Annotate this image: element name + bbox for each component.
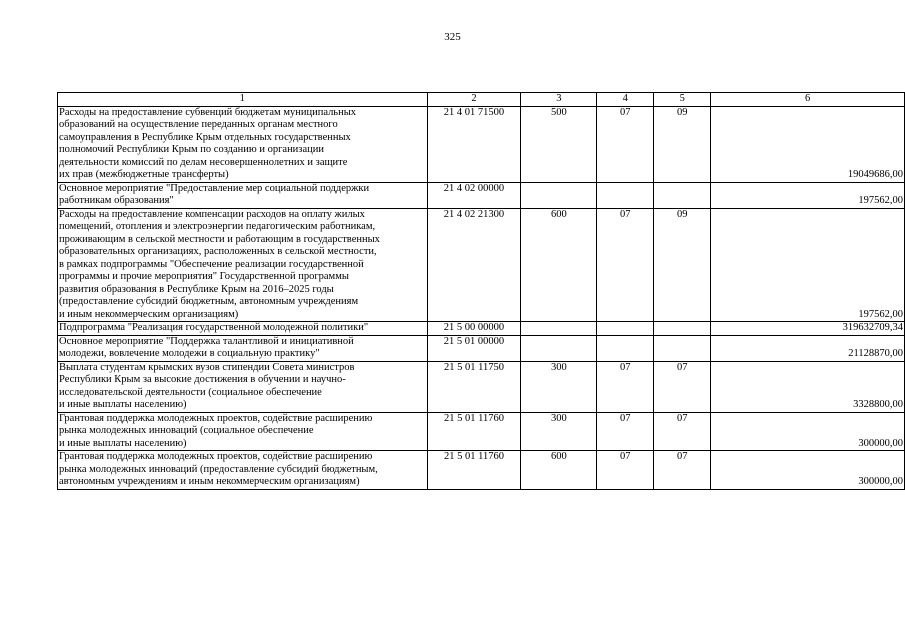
table-row xyxy=(58,451,905,490)
row-col4 xyxy=(597,335,654,361)
row-description: Грантовая поддержка молодежных проектов, содействие расширению рынка молодежных инноваций (предоставление субсидий бюджетным, автономным учреждениям и иным некоммерческим организациям) xyxy=(58,451,428,490)
table-row xyxy=(58,208,905,322)
row-amount: 197562,00 xyxy=(711,182,905,208)
table-row xyxy=(58,106,905,182)
budget-table-body xyxy=(58,93,905,490)
row-col5: 07 xyxy=(654,412,711,451)
row-col3: 300 xyxy=(521,412,597,451)
row-description: Основное мероприятие "Предоставление мер социальной поддержки работникам образования" xyxy=(58,182,428,208)
row-amount: 3328800,00 xyxy=(711,361,905,412)
row-description: Выплата студентам крымских вузов стипендии Совета министров Республики Крым за высокие достижения в обучении и научно- исследовательской деятельности (социальное обеспечение и иные выплаты населению) xyxy=(58,361,428,412)
row-col4: 07 xyxy=(597,208,654,322)
row-description: Грантовая поддержка молодежных проектов, содействие расширению рынка молодежных инноваций (социальное обеспечение и иные выплаты населению) xyxy=(58,412,428,451)
header-cell-4: 4 xyxy=(597,93,654,107)
row-amount: 19049686,00 xyxy=(711,106,905,182)
table-row xyxy=(58,412,905,451)
row-code: 21 5 01 00000 xyxy=(427,335,521,361)
budget-table xyxy=(57,92,905,490)
row-col3: 500 xyxy=(521,106,597,182)
row-col5: 09 xyxy=(654,106,711,182)
row-col4: 07 xyxy=(597,106,654,182)
row-col5: 07 xyxy=(654,451,711,490)
row-col5: 09 xyxy=(654,208,711,322)
row-amount: 300000,00 xyxy=(711,412,905,451)
row-amount: 21128870,00 xyxy=(711,335,905,361)
row-col3 xyxy=(521,182,597,208)
row-code: 21 4 02 00000 xyxy=(427,182,521,208)
table-row xyxy=(58,361,905,412)
row-col5 xyxy=(654,182,711,208)
row-col3 xyxy=(521,322,597,336)
row-col4: 07 xyxy=(597,412,654,451)
row-col4 xyxy=(597,322,654,336)
table-row xyxy=(58,322,905,336)
row-code: 21 5 01 11760 xyxy=(427,412,521,451)
row-amount: 197562,00 xyxy=(711,208,905,322)
row-description: Расходы на предоставление компенсации расходов на оплату жилых помещений, отопления и электроэнергии педагогическим работникам, проживающим в сельской местности и работающим в государственных образовательных организациях, расположенных в сельской местности, в рамках подпрограммы "Обеспечение реализации государственной программы и прочие мероприятия" Государственной программы развития образования в Республике Крым на 2016–2025 годы (предоставление субсидий бюджетным, автономным учреждениям и иным некоммерческим организациям) xyxy=(58,208,428,322)
row-amount: 300000,00 xyxy=(711,451,905,490)
row-col4: 07 xyxy=(597,451,654,490)
row-code: 21 5 00 00000 xyxy=(427,322,521,336)
row-code: 21 5 01 11760 xyxy=(427,451,521,490)
table-row xyxy=(58,335,905,361)
header-cell-6: 6 xyxy=(711,93,905,107)
row-col4: 07 xyxy=(597,361,654,412)
row-code: 21 5 01 11750 xyxy=(427,361,521,412)
header-cell-3: 3 xyxy=(521,93,597,107)
header-row xyxy=(58,93,905,107)
header-cell-1: 1 xyxy=(58,93,428,107)
row-col5 xyxy=(654,335,711,361)
row-amount: 319632709,34 xyxy=(711,322,905,336)
header-cell-2: 2 xyxy=(427,93,521,107)
row-code: 21 4 01 71500 xyxy=(427,106,521,182)
row-col3: 600 xyxy=(521,208,597,322)
row-col4 xyxy=(597,182,654,208)
row-description: Подпрограмма "Реализация государственной молодежной политики" xyxy=(58,322,428,336)
row-col5 xyxy=(654,322,711,336)
row-description: Расходы на предоставление субвенций бюджетам муниципальных образований на осуществление переданных органам местного самоуправления в Республике Крым отдельных государственных полномочий Республики Крым по созданию и организации деятельности комиссий по делам несовершеннолетних и защите их прав (межбюджетные трансферты) xyxy=(58,106,428,182)
table-row xyxy=(58,182,905,208)
row-col5: 07 xyxy=(654,361,711,412)
row-col3: 300 xyxy=(521,361,597,412)
page-number: 325 xyxy=(444,31,461,43)
row-code: 21 4 02 21300 xyxy=(427,208,521,322)
header-cell-5: 5 xyxy=(654,93,711,107)
row-col3: 600 xyxy=(521,451,597,490)
row-col3 xyxy=(521,335,597,361)
row-description: Основное мероприятие "Поддержка талантливой и инициативной молодежи, вовлечение молодежи в социальную практику" xyxy=(58,335,428,361)
